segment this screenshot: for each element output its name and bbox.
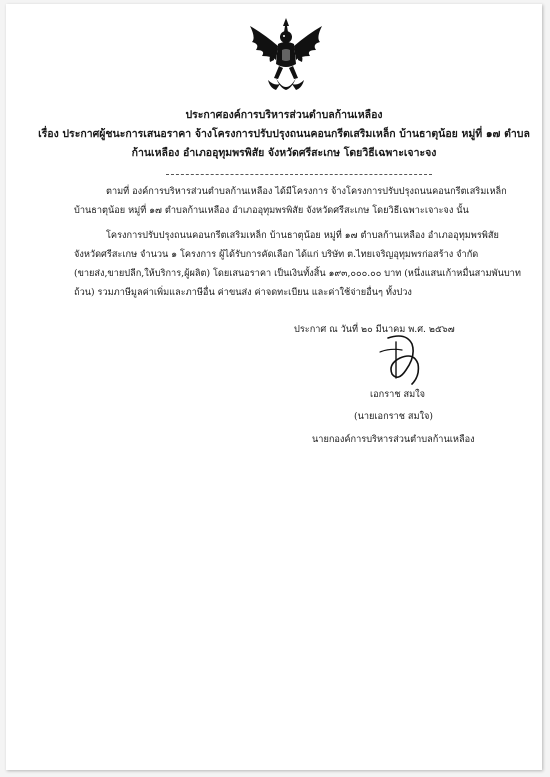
signer-name: เอกราช สมใจ — [370, 389, 426, 400]
announcement-subject-line1: เรื่อง ประกาศผู้ชนะการเสนอราคา จ้างโครงการปรับปรุงถนนคอนกรีตเสริมเหล็ก บ้านธาตุน้อย หมู่ที่ ๑๗ ตำบล — [38, 128, 530, 140]
announcement-date: ประกาศ ณ วันที่ ๒๐ มีนาคม พ.ศ. ๒๕๖๗ — [294, 324, 455, 335]
body-p1-line2: บ้านธาตุน้อย หมู่ที่ ๑๗ ตำบลก้านเหลือง อำเภออุทุมพรพิสัย จังหวัดศรีสะเกษ โดยวิธีเฉพาะเจาะจง นั้น — [74, 205, 469, 216]
announcement-subject-line2: ก้านเหลือง อำเภออุทุมพรพิสัย จังหวัดศรีสะเกษ โดยวิธีเฉพาะเจาะจง — [131, 147, 437, 159]
separator-line — [166, 174, 432, 175]
body-p2-line3: (ขายส่ง,ขายปลีก,ให้บริการ,ผู้ผลิต) โดยเสนอราคา เป็นเงินทั้งสิ้น ๑๙๓,๐๐๐.๐๐ บาท (หนึ่งแสนเก้าหมื่นสามพันบาท — [74, 268, 521, 279]
body-p1-line1: ตามที่ องค์การบริหารส่วนตำบลก้านเหลือง ได้มีโครงการ จ้างโครงการปรับปรุงถนนคอนกรีตเสริมเหล็ก — [106, 186, 507, 197]
garuda-emblem — [246, 16, 326, 98]
signer-position: นายกองค์การบริหารส่วนตำบลก้านเหลือง — [312, 434, 475, 445]
handwritten-signature — [366, 330, 436, 388]
announcement-title: ประกาศองค์การบริหารส่วนตำบลก้านเหลือง — [185, 109, 383, 121]
body-p2-line1: โครงการปรับปรุงถนนคอนกรีตเสริมเหล็ก บ้านธาตุน้อย หมู่ที่ ๑๗ ตำบลก้านเหลือง อำเภออุทุมพรพิสัย — [106, 230, 499, 241]
signer-full-name: (นายเอกราช สมใจ) — [354, 411, 433, 422]
document-page — [6, 4, 542, 770]
body-p2-line2: จังหวัดศรีสะเกษ จำนวน ๑ โครงการ ผู้ได้รับการคัดเลือก ได้แก่ บริษัท ต.ไทยเจริญอุทุมพรก่อสร้าง จำกัด — [74, 249, 479, 260]
body-p2-line4: ถ้วน) รวมภาษีมูลค่าเพิ่มและภาษีอื่น ค่าขนส่ง ค่าจดทะเบียน และค่าใช้จ่ายอื่นๆ ทั้งปวง — [74, 287, 412, 298]
